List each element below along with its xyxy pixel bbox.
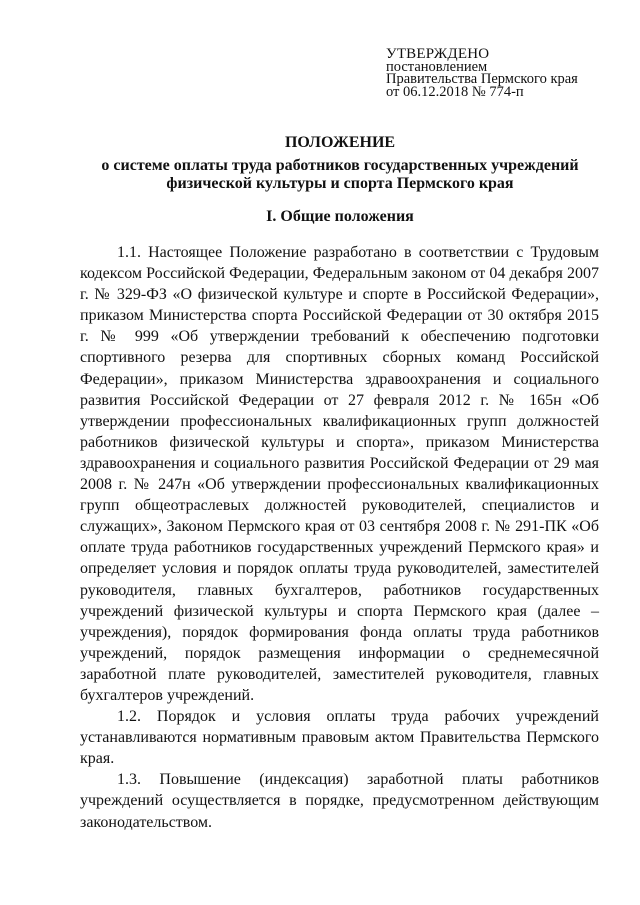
paragraph-1-1: 1.1. Настоящее Положение разработано в соответствии с Трудовым кодексом Российской Федерации, Федеральным законом от 04 декабря 2007 г. № 329-ФЗ «О физической культуре и спорте в Российской Федерации», приказом Министерства спорта Российской Федерации от 30 октября 2015 г. № 999 «Об утверждении требований к обеспечению подготовки спортивного резерва для спортивных сборных команд Российской Федерации», приказом Министерства здравоохранения и социального развития Российской Федерации от 27 февраля 2012 г. № 165н «Об утверждении профессиональных квалификационных групп должностей работников физической культуры и спорта», приказом Министерства здравоохранения и социального развития Российской Федерации от 29 мая 2008 г. № 247н «Об утверждении профессиональных квалификационных групп общеотраслевых должностей руководителей, специалистов и служащих», Законом Пермского края от 03 сентября 2008 г. № 291-ПК «Об оплате труда работников государственных учреждений Пермского края» и определяет условия и порядок оплаты труда руководителей, заместителей руководителя, главных бухгалтеров, работников государственных учреждений физической культуры и спорта Пермского края (далее – учреждения), порядок формирования фонда оплаты труда работников учреждений, порядок размещения информации о среднемесячной заработной плате руководителей, заместителей руководителя, главных бухгалтеров учреждений. [80, 244, 599, 704]
approval-stamp-date: от 06.12.2018 № 774-п [386, 83, 524, 100]
document-subtitle: о системе оплаты труда работников государственных учреждений физической культуры и спорта Пермского края [101, 157, 579, 192]
approval-stamp-line: постановлением [386, 58, 488, 75]
approval-stamp-title: УТВЕРЖДЕНО [386, 46, 490, 62]
approval-stamp [386, 48, 578, 98]
document-title-block [80, 133, 600, 193]
approval-stamp-line: Правительства Пермского края [386, 71, 578, 87]
paragraph-1-3: 1.3. Повышение (индексация) заработной платы работников учреждений осуществляется в порядке, предусмотренном действующим законодательством. [80, 771, 599, 831]
section-body [80, 242, 599, 833]
section-heading: I. Общие положения [266, 208, 414, 225]
document-title: ПОЛОЖЕНИЕ [284, 134, 396, 151]
paragraph-1-2: 1.2. Порядок и условия оплаты труда рабочих учреждений устанавливаются нормативным правовым актом Правительства Пермского края. [80, 708, 599, 768]
